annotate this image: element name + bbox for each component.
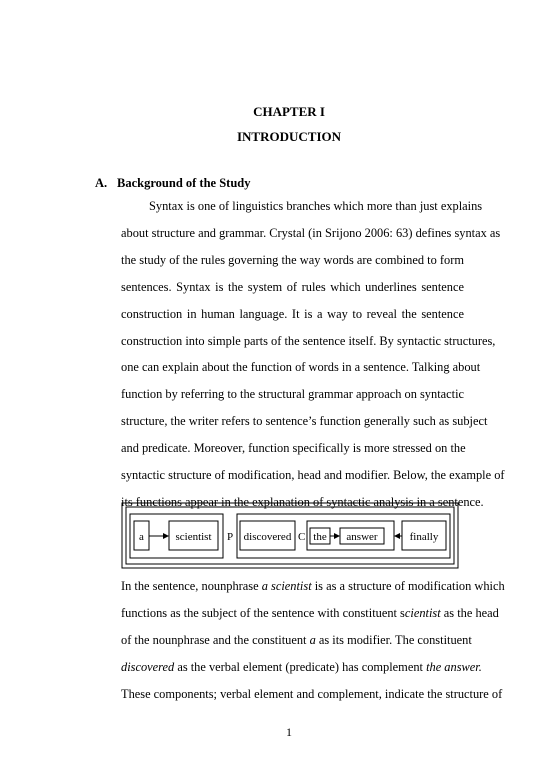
word-finally: finally xyxy=(409,531,439,543)
text-run: as the head xyxy=(440,605,499,620)
paragraph-line: its functions appear in the explanation of syntactic analysis in a sentence. xyxy=(121,494,484,509)
word-a: a xyxy=(139,531,144,543)
paragraph-line xyxy=(121,654,482,681)
paragraph-line: and predicate. Moreover, function specifically is more stressed on the xyxy=(121,441,466,456)
label-c: C xyxy=(298,531,306,543)
page-number: 1 xyxy=(286,725,292,739)
word-the: the xyxy=(313,531,327,543)
paragraph-line xyxy=(121,627,472,654)
text-run: of the nounphrase and the constituent xyxy=(121,632,310,647)
paragraph-background xyxy=(121,193,505,516)
syntax-diagram xyxy=(121,502,461,572)
section-heading xyxy=(95,176,250,191)
chapter-number: CHAPTER I xyxy=(253,104,325,119)
section-title: Background of the Study xyxy=(117,176,251,190)
paragraph-line xyxy=(121,573,505,600)
paragraph-line: function by referring to the structural grammar approach on syntactic xyxy=(121,387,465,402)
paragraph-line: about structure and grammar. Crystal (in Srijono 2006: 63) defines syntax as xyxy=(121,225,501,240)
paragraph-line: one can explain about the function of words in a sentence. Talking about xyxy=(121,360,481,375)
text-run-italic: the answer. xyxy=(426,659,482,674)
paragraph-line: syntactic structure of modification, head and modifier. Below, the example of xyxy=(121,468,505,483)
text-run: is as a structure of modification which xyxy=(311,579,505,593)
label-p: P xyxy=(227,531,234,543)
section-label: A. xyxy=(95,176,108,190)
paragraph-line: the study of the rules governing the way words are combined to form xyxy=(121,252,464,267)
word-scientist: scientist xyxy=(175,531,212,543)
text-run-italic: discovered xyxy=(121,659,175,674)
text-run: as its modifier. The constituent xyxy=(315,632,472,647)
word-answer: answer xyxy=(346,531,378,543)
paragraph-line: structure, the writer refers to sentence’s function generally such as subject xyxy=(121,414,488,429)
word-discovered: discovered xyxy=(243,531,292,543)
paragraph-line: construction into simple parts of the sentence itself. By syntactic structures, xyxy=(121,333,496,348)
paragraph-analysis xyxy=(121,573,505,708)
text-run: In the sentence, nounphrase xyxy=(121,579,262,593)
text-run: functions as the subject of the sentence with constituent s xyxy=(121,605,405,620)
paragraph-line: Syntax is one of linguistics branches which more than just explains xyxy=(149,199,483,213)
chapter-title: INTRODUCTION xyxy=(236,129,341,144)
text-run: as the verbal element (predicate) has complement xyxy=(174,659,427,674)
paragraph-line xyxy=(121,600,499,627)
paragraph-line: sentences. Syntax is the system of rules which underlines sentence xyxy=(121,279,464,294)
text-run-italic: cientist xyxy=(404,605,441,620)
paragraph-line: construction in human language. It is a way to reveal the sentence xyxy=(121,306,464,321)
paragraph-line: These components; verbal element and complement, indicate the structure of xyxy=(121,686,503,701)
text-run-italic: a scientist xyxy=(261,579,312,593)
text-run-italic: a xyxy=(309,632,316,647)
